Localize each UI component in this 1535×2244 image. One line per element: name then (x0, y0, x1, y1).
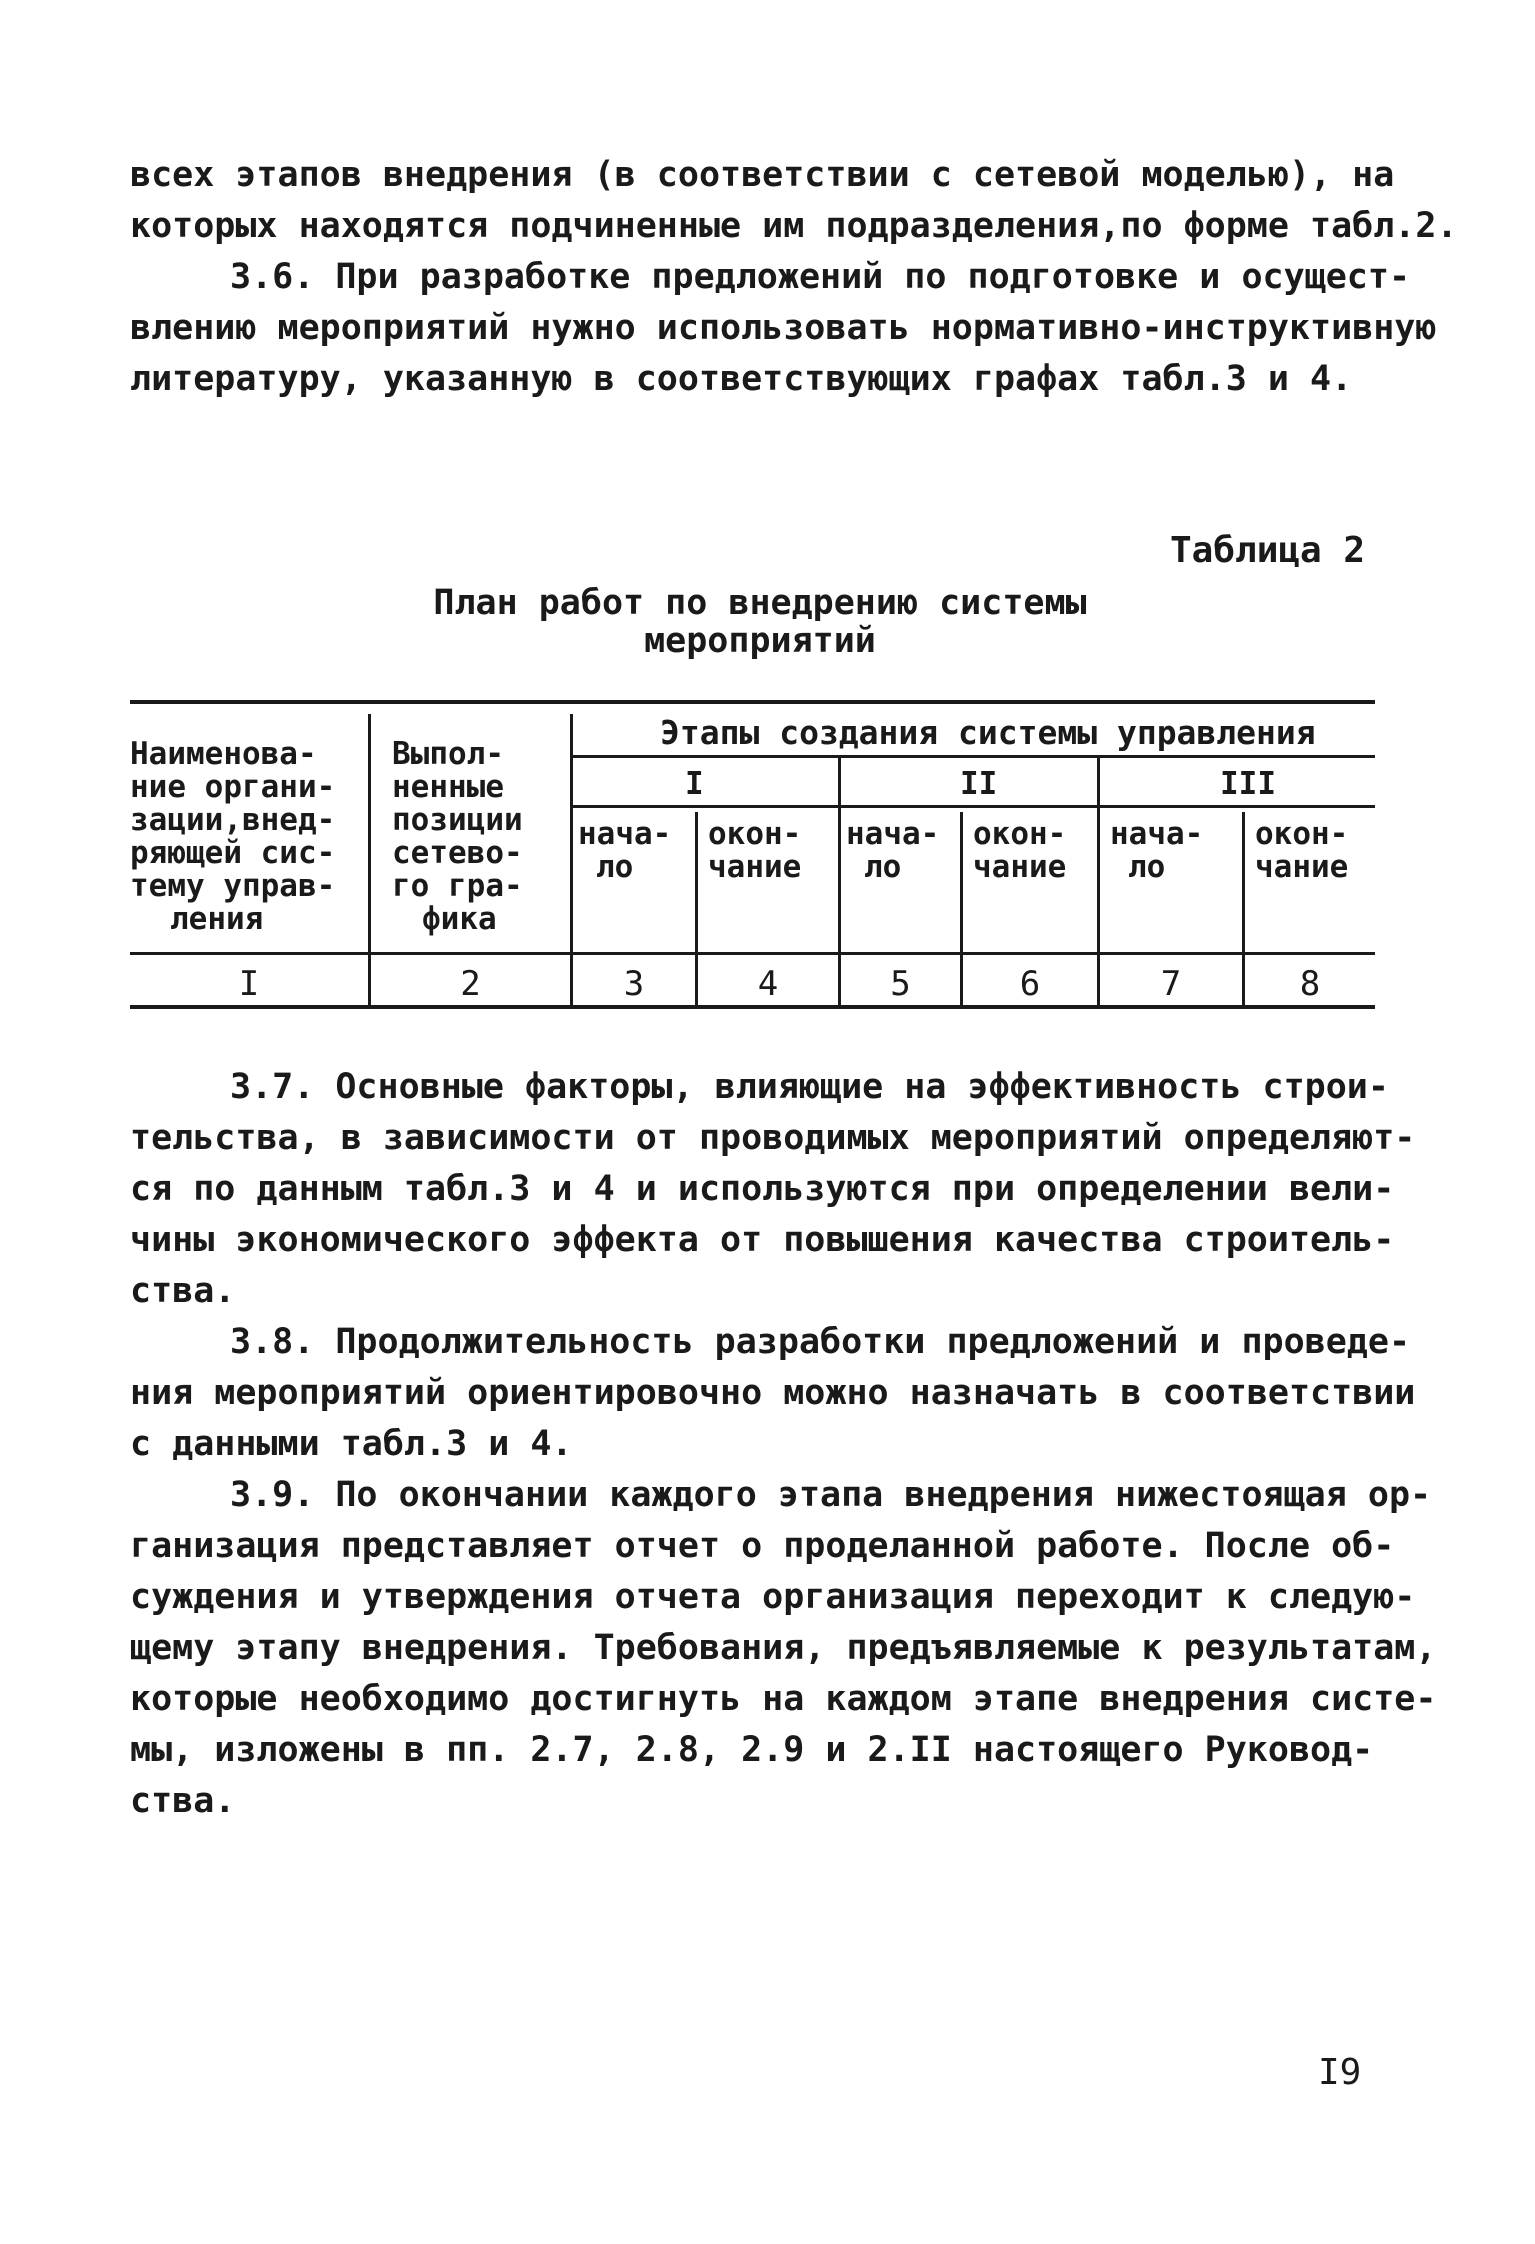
column-number: 6 (1019, 964, 1041, 1004)
text-line: щему этапу внедрения. Требования, предъявляемые к результатам, (130, 1628, 1437, 1668)
column-number: I (238, 964, 260, 1004)
table-title (330, 584, 1190, 660)
text-line: тельства, в зависимости от проводимых мероприятий определяют- (130, 1118, 1416, 1158)
header-stage-2-end: окон- чание (973, 816, 1067, 885)
text-line: мы, изложены в пп. 2.7, 2.8, 2.9 и 2.II настоящего Руковод- (130, 1730, 1374, 1770)
text-line: 3.7. Основные факторы, влияющие на эффективность строи- (230, 1067, 1389, 1107)
column-separator (570, 714, 573, 1005)
header-bottom-rule (130, 952, 1375, 955)
header-stage-1-end: окон- чание (708, 816, 802, 885)
column-number: 2 (460, 964, 481, 1004)
column-number: 3 (623, 964, 645, 1004)
column-number: 7 (1160, 964, 1182, 1004)
column-separator (368, 714, 371, 1005)
header-stage-3-start: нача- ло (1110, 816, 1204, 885)
text-line: литературу, указанную в соответствующих графах табл.3 и 4. (130, 359, 1353, 399)
text-line: ства. (130, 1271, 236, 1311)
stage-header-rule (570, 805, 1375, 808)
header-organization: Наименова- ние органи- зации,внед- ряющей сис- тему управ- ления (130, 736, 336, 937)
text-line: влению мероприятий нужно использовать нормативно-инструктивную (130, 308, 1437, 348)
text-line: ства. (130, 1781, 236, 1821)
header-stage-3-end: окон- чание (1255, 816, 1349, 885)
work-plan-table (130, 700, 1375, 1020)
header-stage-2-start: нача- ло (846, 816, 940, 885)
text-line: 3.9. По окончании каждого этапа внедрения нижестоящая ор- (230, 1475, 1432, 1515)
column-number: 5 (890, 964, 911, 1004)
group-header-rule (570, 755, 1375, 758)
column-number: 8 (1299, 964, 1321, 1004)
header-stage-1-start: нача- ло (578, 816, 672, 885)
header-network-positions: Выпол- ненные позиции сетево- го гра- фика (392, 736, 523, 937)
text-line: чины экономического эффекта от повышения качества строитель- (130, 1220, 1395, 1260)
text-line: которые необходимо достигнуть на каждом этапе внедрения систе- (130, 1679, 1437, 1719)
page-number: I9 (1318, 2052, 1362, 2093)
header-stage-3: III (1220, 766, 1276, 802)
header-stage-1: I (685, 766, 704, 802)
table-title-line: План работ по внедрению системы (433, 583, 1087, 623)
text-line: всех этапов внедрения (в соответствии с сетевой моделью), на (130, 155, 1395, 195)
text-line: 3.6. При разработке предложений по подготовке и осущест- (230, 257, 1411, 297)
table-label: Таблица 2 (1170, 530, 1366, 571)
text-line: суждения и утверждения отчета организация переходит к следую- (130, 1577, 1416, 1617)
table-title-line: мероприятий (644, 621, 876, 661)
text-line: которых находятся подчиненные им подразделения,по форме табл.2. (130, 206, 1458, 246)
text-line: 3.8. Продолжительность разработки предложений и проведе- (230, 1322, 1411, 1362)
header-stages-group: Этапы создания системы управления (660, 713, 1316, 752)
table-top-rule (130, 700, 1375, 704)
top-paragraphs (130, 150, 1458, 405)
text-line: ния мероприятий ориентировочно можно назначать в соответствии (130, 1373, 1416, 1413)
text-line: с данными табл.3 и 4. (130, 1424, 573, 1464)
bottom-paragraphs (130, 1062, 1437, 1827)
text-line: ся по данным табл.3 и 4 и используются при определении вели- (130, 1169, 1395, 1209)
table-bottom-rule (130, 1005, 1375, 1009)
column-number: 4 (757, 964, 779, 1004)
text-line: ганизация представляет отчет о проделанной работе. После об- (130, 1526, 1395, 1566)
header-stage-2: II (960, 766, 998, 802)
